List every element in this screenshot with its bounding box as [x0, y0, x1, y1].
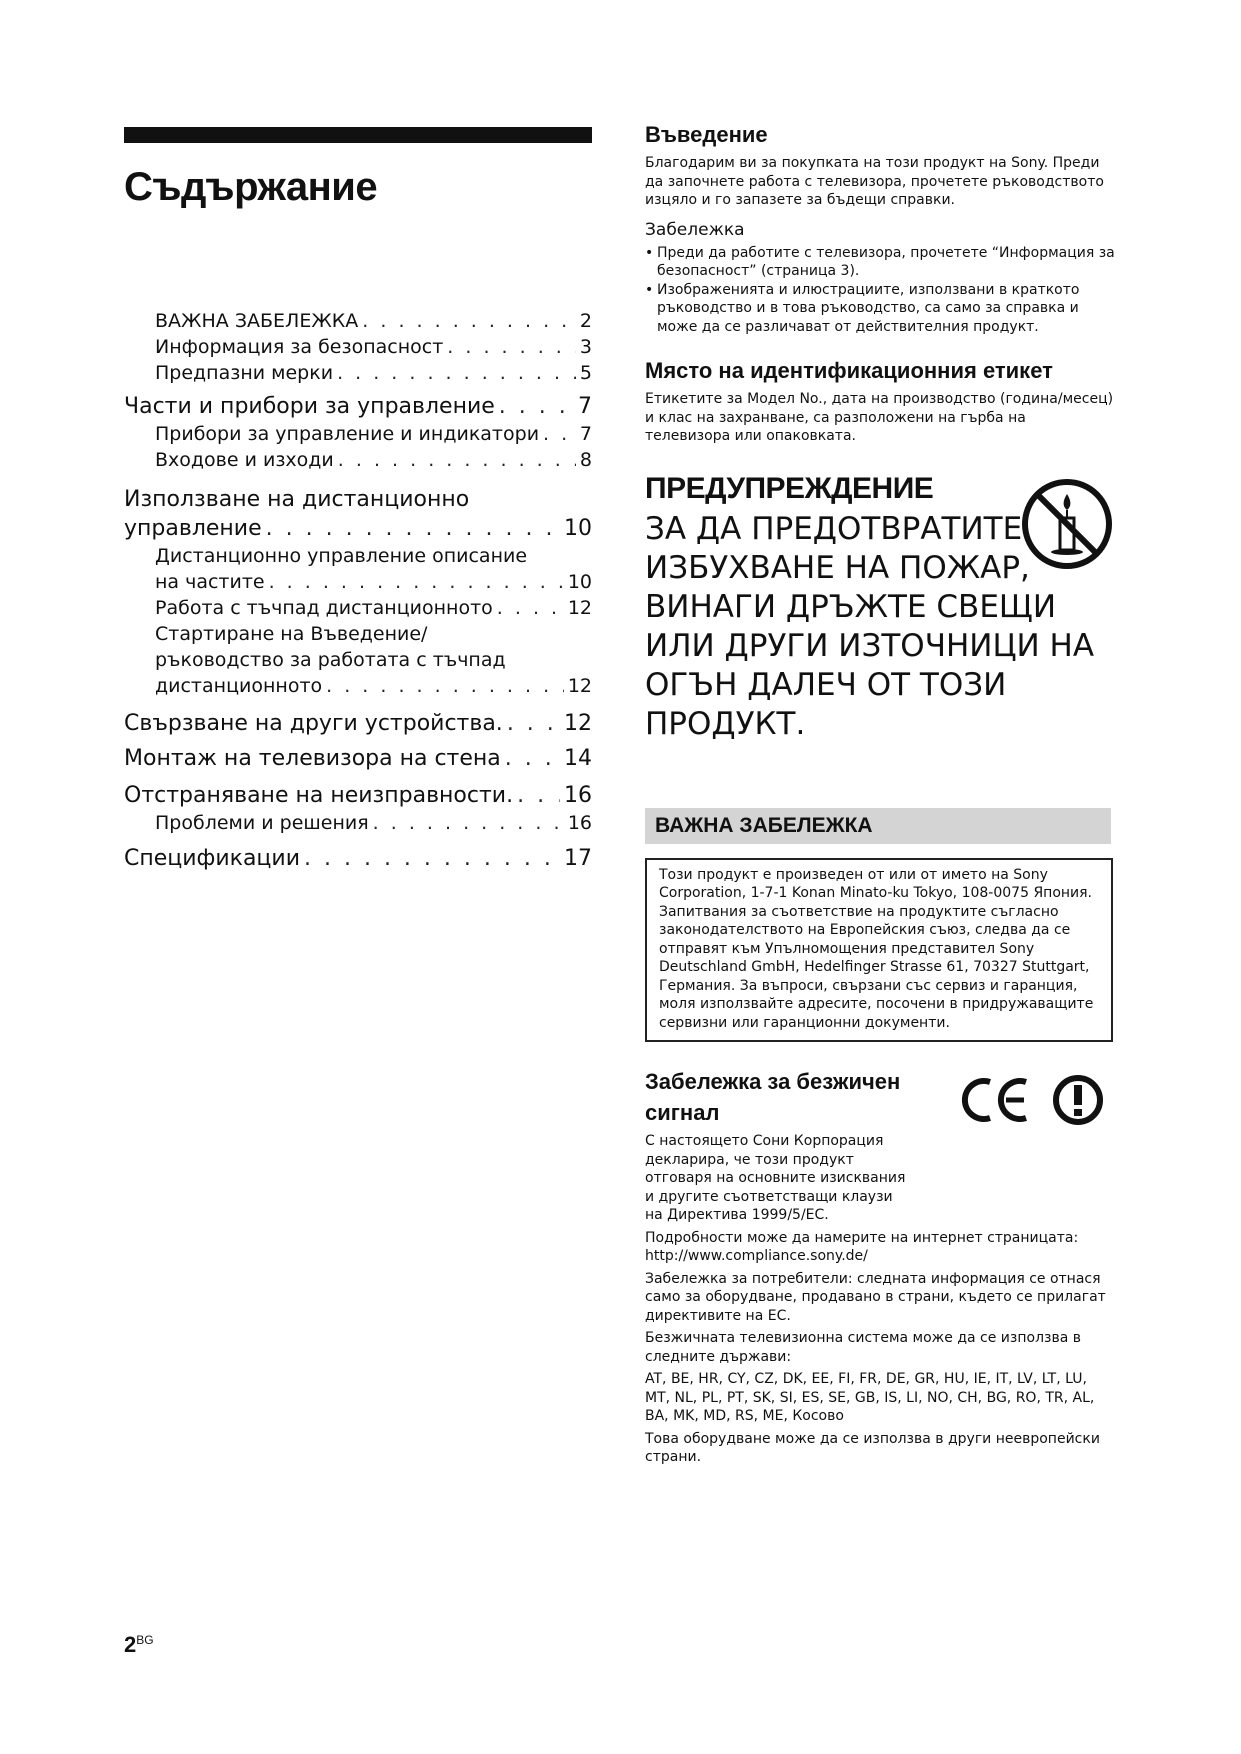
- language-code: BG: [136, 1633, 154, 1647]
- fire-warning: [645, 472, 1115, 744]
- warning-heading: ПРЕДУПРЕЖДЕНИЕ: [645, 471, 934, 505]
- toc-entry[interactable]: Проблеми и решения . . . 16: [124, 810, 592, 836]
- wireless-section: [645, 1066, 1115, 1467]
- toc-entry[interactable]: дистанционното . . . 12: [124, 673, 592, 699]
- toc-entry[interactable]: Свързване на други устройства. . . . 12: [124, 709, 592, 738]
- label-text: Етикетите за Модел No., дата на производство (година/месец) и клас на захранване, са разположени на гърба на телевизора или опаковката.: [645, 391, 1114, 444]
- wireless-para: Това оборудване може да се използва в други неевропейски страни.: [645, 1430, 1100, 1465]
- toc-entry[interactable]: Използване на дистанционно: [124, 487, 470, 512]
- toc-entry[interactable]: Части и прибори за управление . . . 7: [124, 392, 592, 421]
- toc-entry[interactable]: Монтаж на телевизора на стена . . . 14: [124, 744, 592, 773]
- toc-entry[interactable]: Информация за безопасност . . . 3: [124, 334, 592, 360]
- note-heading: Забележка: [645, 219, 745, 240]
- page-title: Съдържание: [124, 165, 378, 209]
- label-section: [645, 358, 1115, 446]
- important-notice-text: Този продукт е произведен от или от името на Sony Corporation, 1-7-1 Konan Minato-ku Tokyo, 108-0075 Япония. Запитвания за съответствие на продуктите съгласно законодателството на Европейския съюз, следва да се отправят към Упълномощения представител Sony Deutschland GmbH, Hedelfinger Strasse 61, 70327 Stuttgart, Германия. За въпроси, свързани със сервиз и гаранция, моля използвайте адресите, посочени в придружаващите сервизни или гаранционни документи.: [659, 866, 1094, 1031]
- wireless-para: Безжичната телевизионна система може да се използва в следните държави:: [645, 1330, 1081, 1365]
- toc-entry[interactable]: Предпазни мерки . . . 5: [124, 360, 592, 386]
- alert-mark-icon: [1052, 1074, 1104, 1126]
- intro-text: Благодарим ви за покупката на този продукт на Sony. Преди да започнете работа с телевизора, прочетете ръководството изцяло и го запазете за бъдещи справки.: [645, 155, 1104, 208]
- important-notice-box: [645, 858, 1113, 1043]
- wireless-heading: Забележка за безжичен сигнал: [645, 1069, 901, 1125]
- toc-entry[interactable]: на частите . . . 10: [124, 569, 592, 595]
- toc-entry[interactable]: ВАЖНА ЗАБЕЛЕЖКА . . . 2: [124, 308, 592, 334]
- ce-mark-icon: [960, 1074, 1032, 1126]
- important-notice-heading: ВАЖНА ЗАБЕЛЕЖКА: [645, 808, 1111, 844]
- warning-text: ЗА ДА ПРЕДОТВРАТИТЕ ИЗБУХВАНЕ НА ПОЖАР, ВИНАГИ ДРЪЖТЕ СВЕЩИ ИЛИ ДРУГИ ИЗТОЧНИЦИ НА ОГЪН ДАЛЕЧ ОТ ТОЗИ ПРОДУКТ.: [645, 510, 1095, 742]
- title-bar: [124, 127, 592, 143]
- content-column: [645, 122, 1115, 1471]
- wireless-text: [645, 1132, 1115, 1467]
- toc-entry[interactable]: Прибори за управление и индикатори . . . 7: [124, 421, 592, 447]
- country-list: AT, BE, HR, CY, CZ, DK, EE, FI, FR, DE, GR, HU, IE, IT, LV, LT, LU, MT, NL, PL, PT, SK, SI, ES, SE, GB, IS, LI, NO, CH, BG, RO, TR, AL, BA, MK, MD, RS, ME, Косово: [645, 1371, 1095, 1424]
- toc-entry[interactable]: Входове и изходи . . . 8: [124, 447, 592, 473]
- toc-entry[interactable]: Работа с тъчпад дистанционното . . . 12: [124, 595, 592, 621]
- toc-entry[interactable]: управление . . . 10: [124, 514, 592, 543]
- note-item: • Изображенията и илюстрациите, използвани в краткото ръководство и в това ръководство, са само за справка и може да се различават от действителния продукт.: [645, 281, 1115, 337]
- toc-entry[interactable]: Спецификации . . . 17: [124, 844, 592, 873]
- toc-list: [124, 308, 592, 873]
- intro-heading: Въведение: [645, 122, 768, 147]
- wireless-para: Забележка за потребители: следната информация се отнася само за оборудване, продавано в страни, където се прилагат директивите на ЕС.: [645, 1270, 1106, 1324]
- note-list: [645, 244, 1115, 337]
- intro-section: [645, 122, 1115, 336]
- label-heading: Място на идентификационния етикет: [645, 358, 1053, 383]
- toc-entry[interactable]: Дистанционно управление описание: [155, 545, 528, 567]
- no-open-flame-icon: [1019, 476, 1115, 572]
- toc-entry[interactable]: ръководство за работата с тъчпад: [155, 649, 506, 671]
- toc-entry[interactable]: Стартиране на Въведение/: [155, 623, 428, 645]
- wireless-para: С настоящето Сони Корпорация декларира, че този продукт отговаря на основните изисквания и другите съответстващи клаузи на Директива 1999/5/EC.: [645, 1133, 906, 1223]
- table-of-contents: [124, 127, 592, 873]
- note-item: • Преди да работите с телевизора, прочетете “Информация за безопасност” (страница 3).: [645, 244, 1115, 281]
- page-number: $2^{BG}$: [124, 1632, 154, 1657]
- wireless-para: Подробности може да намерите на интернет страницата: http://www.compliance.sony.de/: [645, 1229, 1079, 1264]
- toc-entry[interactable]: Отстраняване на неизправности. . . . 16: [124, 781, 592, 810]
